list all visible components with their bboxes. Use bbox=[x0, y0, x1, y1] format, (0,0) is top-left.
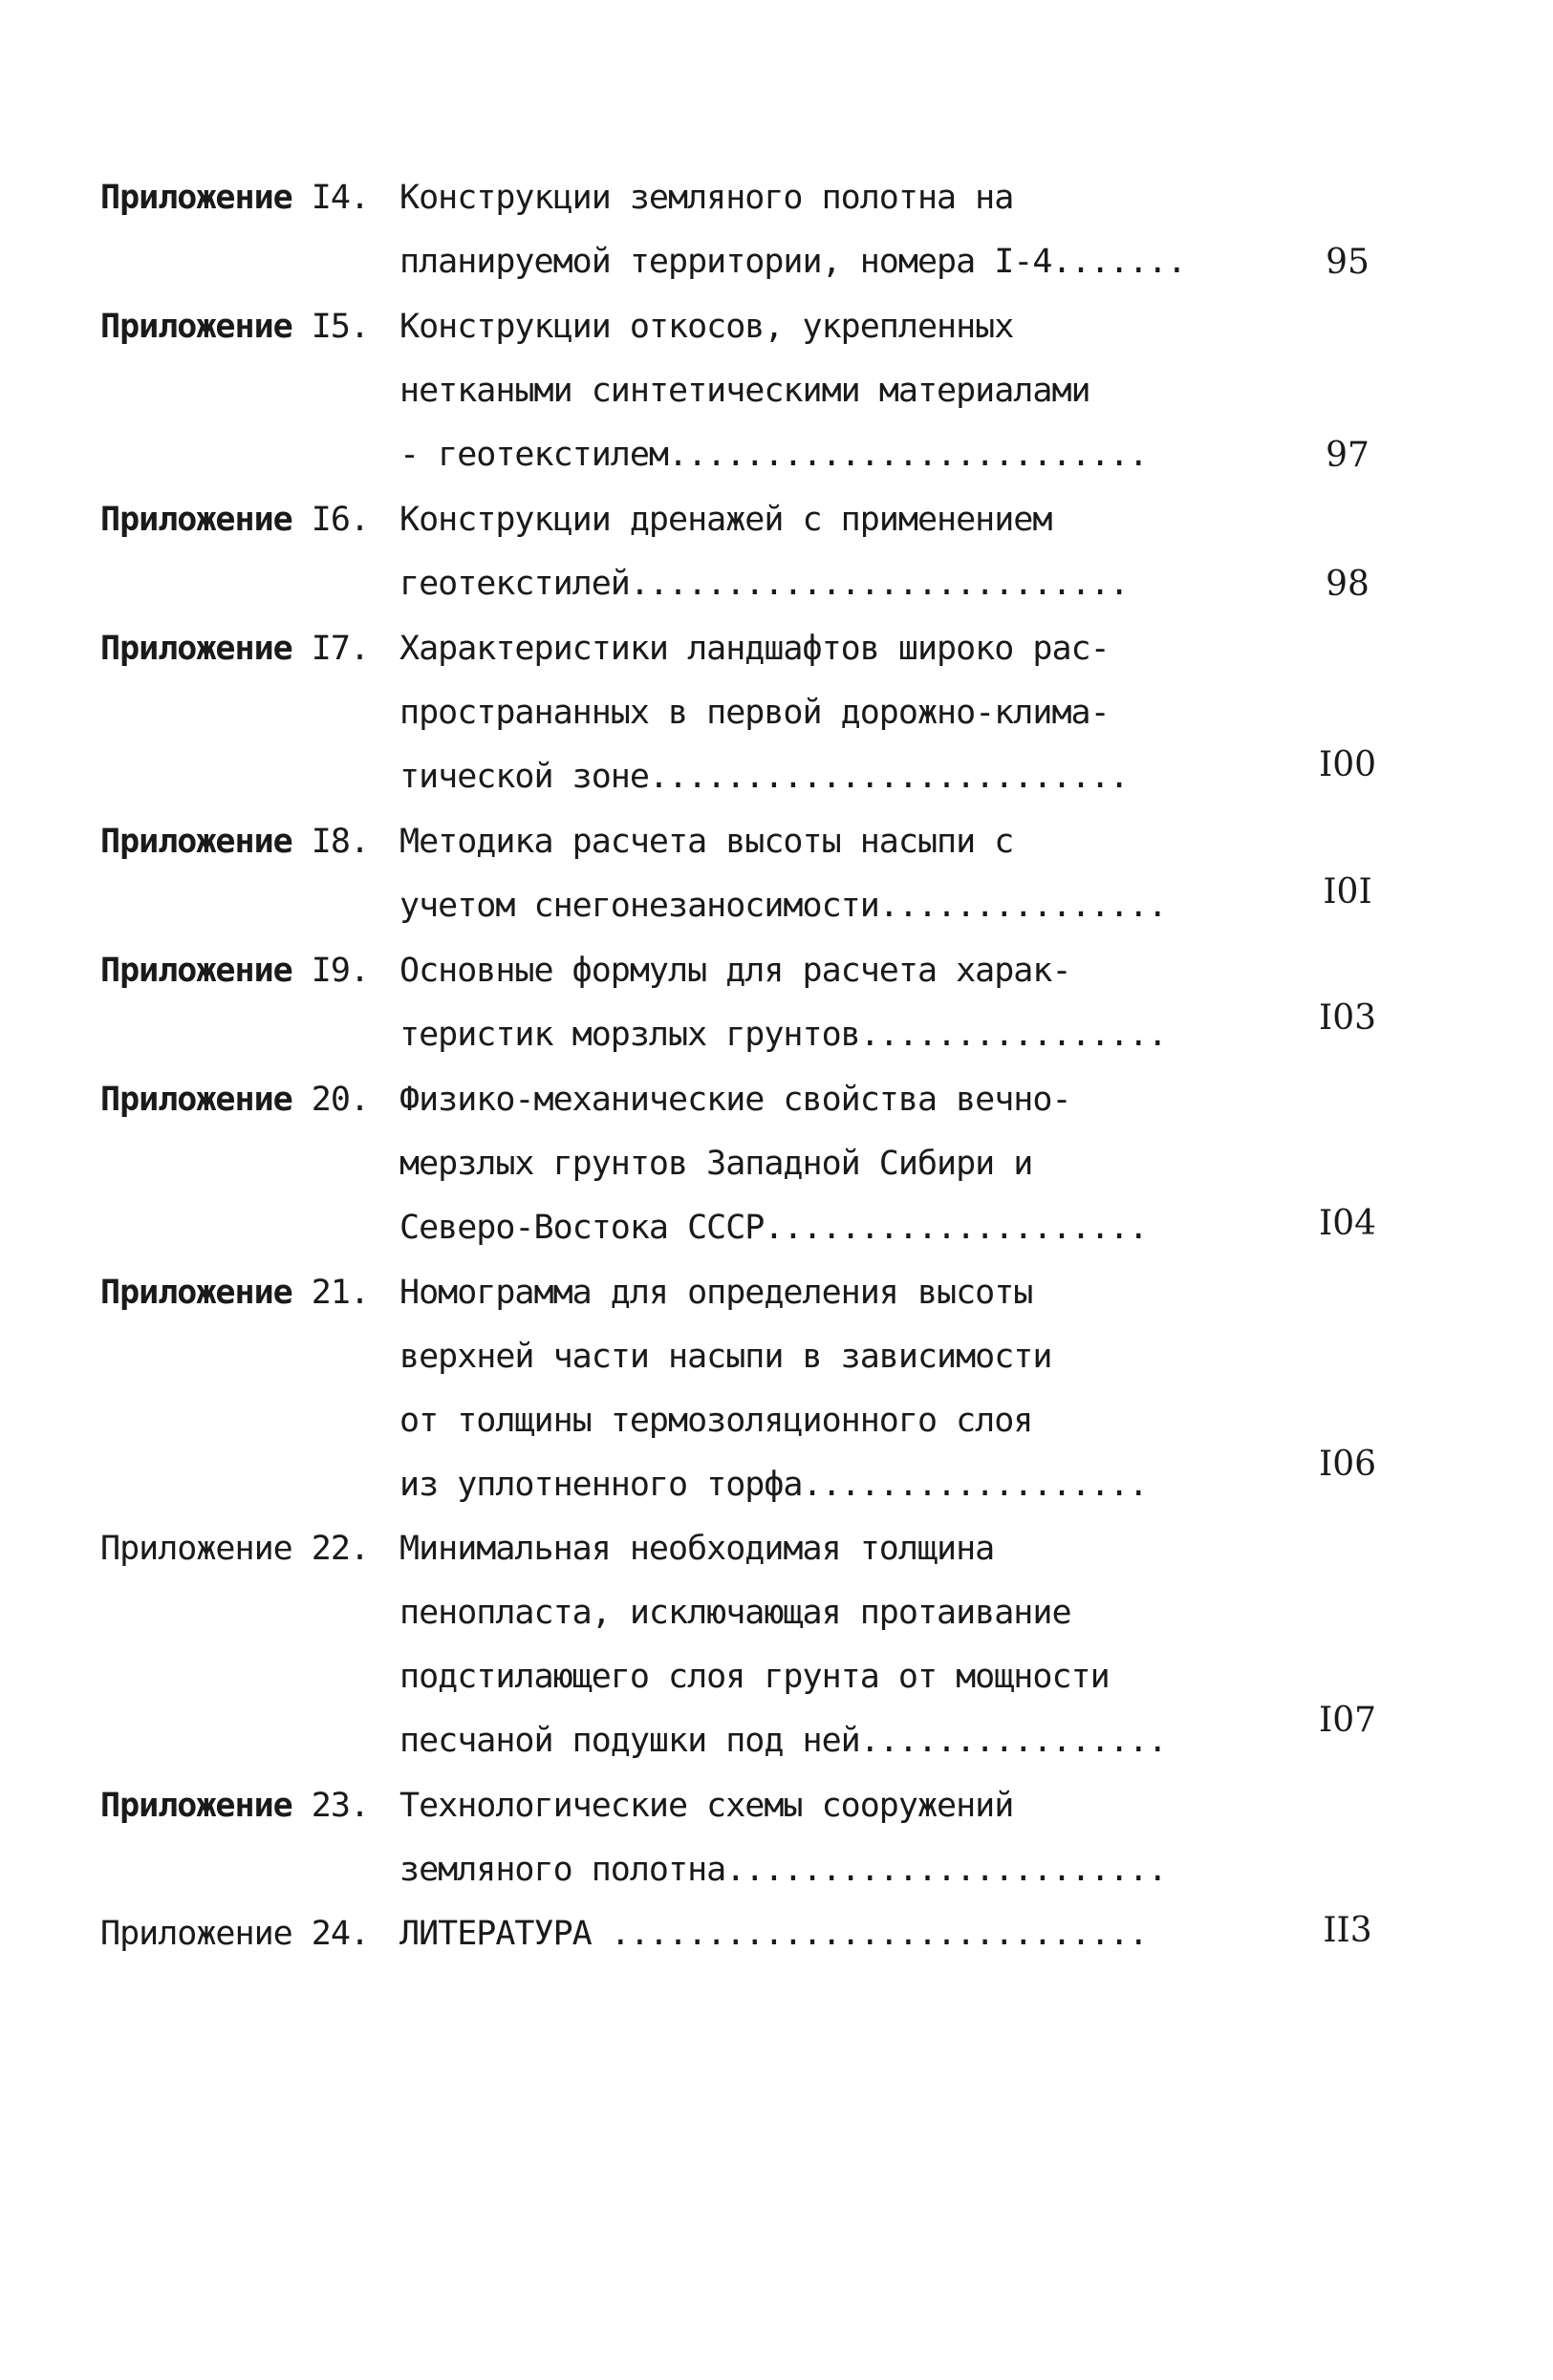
appendix-number: 23. bbox=[311, 1787, 370, 1825]
page-number: 98 bbox=[1326, 565, 1370, 604]
entry-line: мерзлых грунтов Западной Сибири и bbox=[399, 1145, 1033, 1183]
entry-line: песчаной подушки под ней................ bbox=[399, 1722, 1167, 1760]
entry-line: Конструкции дренажей с применением bbox=[399, 501, 1052, 539]
entry-line: Основные формулы для расчета харак- bbox=[399, 952, 1071, 990]
appendix-label bbox=[100, 823, 369, 861]
entry-line: Северо-Востока СССР.................... bbox=[399, 1209, 1148, 1247]
appendix-prefix: Приложение bbox=[100, 1530, 292, 1568]
appendix-number: 22. bbox=[311, 1530, 370, 1568]
appendix-label bbox=[100, 630, 369, 668]
appendix-number: I5. bbox=[311, 308, 370, 346]
appendix-label bbox=[100, 1915, 369, 1953]
page-number: 97 bbox=[1326, 436, 1370, 475]
entry-line: подстилающего слоя грунта от мощности bbox=[399, 1658, 1110, 1696]
appendix-label bbox=[100, 1787, 369, 1825]
appendix-number: I9. bbox=[311, 952, 370, 990]
entry-line: Минимальная необходимая толщина bbox=[399, 1530, 995, 1568]
entry-line: планируемой территории, номера I-4....... bbox=[399, 243, 1186, 281]
appendix-prefix: Приложение bbox=[100, 1274, 292, 1312]
page-number: II3 bbox=[1323, 1911, 1372, 1950]
entry-line: пенопласта, исключающая протаивание bbox=[399, 1594, 1071, 1632]
appendix-prefix: Приложение bbox=[100, 1081, 292, 1119]
appendix-prefix: Приложение bbox=[100, 1915, 292, 1953]
appendix-label bbox=[100, 1081, 369, 1119]
appendix-prefix: Приложение bbox=[100, 823, 292, 861]
page-number: 95 bbox=[1326, 243, 1370, 282]
entry-line: Номограмма для определения высоты bbox=[399, 1274, 1033, 1312]
page-number: I06 bbox=[1318, 1445, 1377, 1484]
entry-line: - геотекстилем......................... bbox=[399, 436, 1148, 474]
appendix-prefix: Приложение bbox=[100, 952, 292, 990]
appendix-label bbox=[100, 1530, 369, 1568]
entry-line: ЛИТЕРАТУРА ............................ bbox=[399, 1915, 1148, 1953]
appendix-number: I8. bbox=[311, 823, 370, 861]
entry-line: Методика расчета высоты насыпи с bbox=[399, 823, 1014, 861]
appendix-prefix: Приложение bbox=[100, 179, 292, 217]
page-number: I04 bbox=[1318, 1204, 1377, 1243]
appendix-prefix: Приложение bbox=[100, 630, 292, 668]
entry-line: из уплотненного торфа.................. bbox=[399, 1466, 1148, 1504]
appendix-prefix: Приложение bbox=[100, 501, 292, 539]
appendix-label bbox=[100, 179, 369, 217]
appendix-label bbox=[100, 1274, 369, 1312]
appendix-label bbox=[100, 308, 369, 346]
appendix-prefix: Приложение bbox=[100, 308, 292, 346]
page-number: I07 bbox=[1318, 1701, 1377, 1740]
appendix-label bbox=[100, 952, 369, 990]
appendix-number: 24. bbox=[311, 1915, 370, 1953]
entry-line: Физико-механические свойства вечно- bbox=[399, 1081, 1071, 1119]
page-number: I00 bbox=[1318, 745, 1377, 784]
entry-line: пространанных в первой дорожно-клима- bbox=[399, 694, 1110, 732]
appendix-number: 20. bbox=[311, 1081, 370, 1119]
entry-line: теристик морзлых грунтов................ bbox=[399, 1016, 1167, 1054]
entry-line: от толщины термозоляционного слоя bbox=[399, 1402, 1033, 1440]
entry-line: земляного полотна....................... bbox=[399, 1851, 1167, 1889]
entry-line: учетом снегонезаносимости............... bbox=[399, 887, 1167, 925]
appendix-number: I7. bbox=[311, 630, 370, 668]
entry-line: Конструкции откосов, укрепленных bbox=[399, 308, 1014, 346]
entry-line: тической зоне......................... bbox=[399, 758, 1129, 796]
entry-line: геотекстилей.......................... bbox=[399, 565, 1129, 603]
appendix-number: I6. bbox=[311, 501, 370, 539]
entry-line: Технологические схемы сооружений bbox=[399, 1787, 1014, 1825]
entry-line: неткаными синтетическими материалами bbox=[399, 372, 1090, 410]
appendix-number: 21. bbox=[311, 1274, 370, 1312]
appendix-number: I4. bbox=[311, 179, 370, 217]
appendix-prefix: Приложение bbox=[100, 1787, 292, 1825]
entry-line: Конструкции земляного полотна на bbox=[399, 179, 1014, 217]
entry-line: верхней части насыпи в зависимости bbox=[399, 1338, 1052, 1376]
entry-line: Характеристики ландшафтов широко рас- bbox=[399, 630, 1110, 668]
page-number: I03 bbox=[1318, 998, 1377, 1038]
appendix-label bbox=[100, 501, 369, 539]
page-number: I0I bbox=[1323, 872, 1372, 911]
